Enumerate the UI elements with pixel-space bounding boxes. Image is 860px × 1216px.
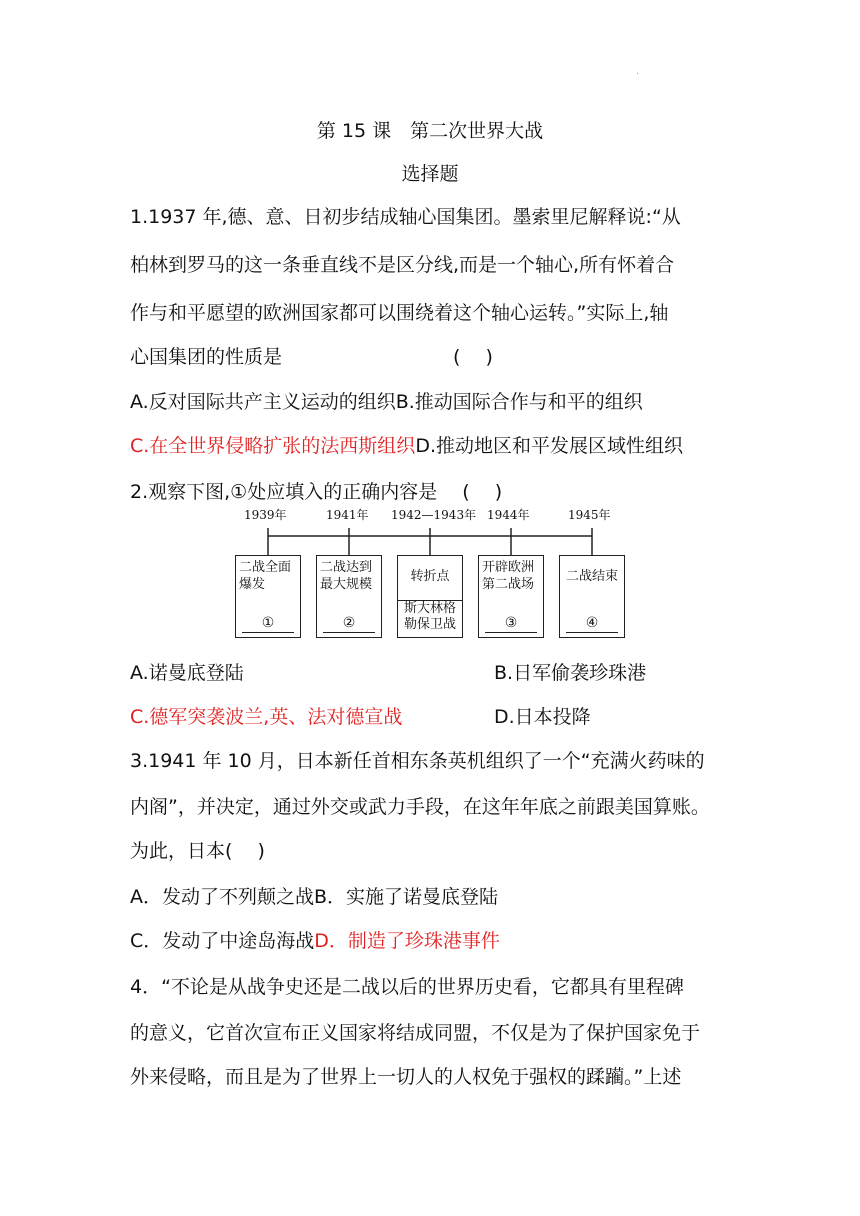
q1-options-cd — [130, 431, 740, 458]
year-1945: 1945年 — [568, 508, 611, 522]
lesson-title: 第 15 课 第二次世界大战 — [316, 120, 544, 142]
q3-options-cd — [130, 926, 740, 953]
q1-option-b: B.推动国际合作与和平的组织 — [395, 391, 643, 413]
q4-line-3: 外来侵略，而且是为了世界上一切人的人权免于强权的蹂躏。”上述 — [130, 1066, 682, 1088]
q3-option-a: A．发动了不列颠之战 — [130, 886, 314, 908]
q4-line-2: 的意义，它首次宣布正义国家将结成同盟，不仅是为了保护国家免于 — [130, 1022, 701, 1044]
year-1942-1943: 1942—1943年 — [391, 508, 477, 522]
section-title: 选择题 — [401, 163, 459, 185]
q1-line-2: 柏林到罗马的这一条垂直线不是区分线,而是一个轴心,所有怀着合 — [130, 254, 675, 276]
year-1939: 1939年 — [244, 508, 287, 522]
q3-option-c: C．发动了中途岛海战 — [130, 930, 315, 952]
year-1944: 1944年 — [487, 508, 530, 522]
q1-line-1: 1.1937 年,德、意、日初步结成轴心国集团。墨索里尼解释说:“从 — [130, 206, 681, 228]
q1-option-d: D.推动地区和平发展区域性组织 — [415, 435, 683, 457]
q1-options-ab — [130, 387, 740, 414]
year-1941: 1941年 — [326, 508, 369, 522]
q2-option-d: D.日本投降 — [494, 706, 591, 728]
battle-label: 斯大林格 勒保卫战 — [398, 600, 462, 635]
q2-option-a: A.诺曼底登陆 — [130, 662, 244, 684]
event-label-3: 转折点 — [410, 569, 450, 584]
q2-option-b: B.日军偷袭珍珠港 — [494, 662, 647, 684]
blank-marker-2: ② — [323, 614, 375, 633]
event-label-2: 二战达到 最大规模 — [320, 560, 373, 592]
q4-line-1: 4．“不论是从战争史还是二战以后的世界历史看，它都具有里程碑 — [130, 976, 684, 998]
event-box-1 — [235, 555, 301, 638]
event-label-4: 开辟欧洲 第二战场 — [482, 560, 535, 592]
q3-option-b: B．实施了诺曼底登陆 — [314, 886, 499, 908]
q3-line-3: 为此，日本( ) — [130, 840, 265, 862]
blank-marker-1: ① — [242, 614, 294, 633]
q1-line-4: 心国集团的性质是 ( ) — [130, 346, 493, 368]
q1-option-a: A.反对国际共产主义运动的组织 — [130, 391, 396, 413]
q3-options-ab — [130, 882, 740, 909]
q3-line-1: 3.1941 年 10 月，日本新任首相东条英机组织了一个“充满火药味的 — [130, 750, 705, 772]
q2-stem: 2.观察下图,①处应填入的正确内容是 ( ) — [130, 481, 503, 503]
q1-line-3: 作与和平愿望的欧洲国家都可以围绕着这个轴心运转。”实际上,轴 — [130, 302, 669, 324]
q3-line-2: 内阁”，并决定，通过外交或武力手段，在这年年底之前跟美国算账。 — [130, 796, 710, 818]
event-box-5 — [559, 555, 625, 638]
blank-marker-4: ④ — [566, 614, 618, 633]
q1-option-c-answer: C.在全世界侵略扩张的法西斯组织 — [130, 435, 416, 457]
timeline-figure — [228, 506, 632, 640]
event-box-3 — [397, 555, 463, 638]
event-label-5: 二战结束 — [565, 569, 618, 584]
page-mark: . — [636, 66, 640, 77]
q3-option-d-answer: D．制造了珍珠港事件 — [314, 930, 500, 952]
event-box-4 — [478, 555, 544, 638]
q2-option-c-answer: C.德军突袭波兰,英、法对德宣战 — [130, 706, 403, 728]
event-label-1: 二战全面 爆发 — [239, 560, 292, 592]
blank-marker-3: ③ — [485, 614, 537, 633]
event-box-2 — [316, 555, 382, 638]
